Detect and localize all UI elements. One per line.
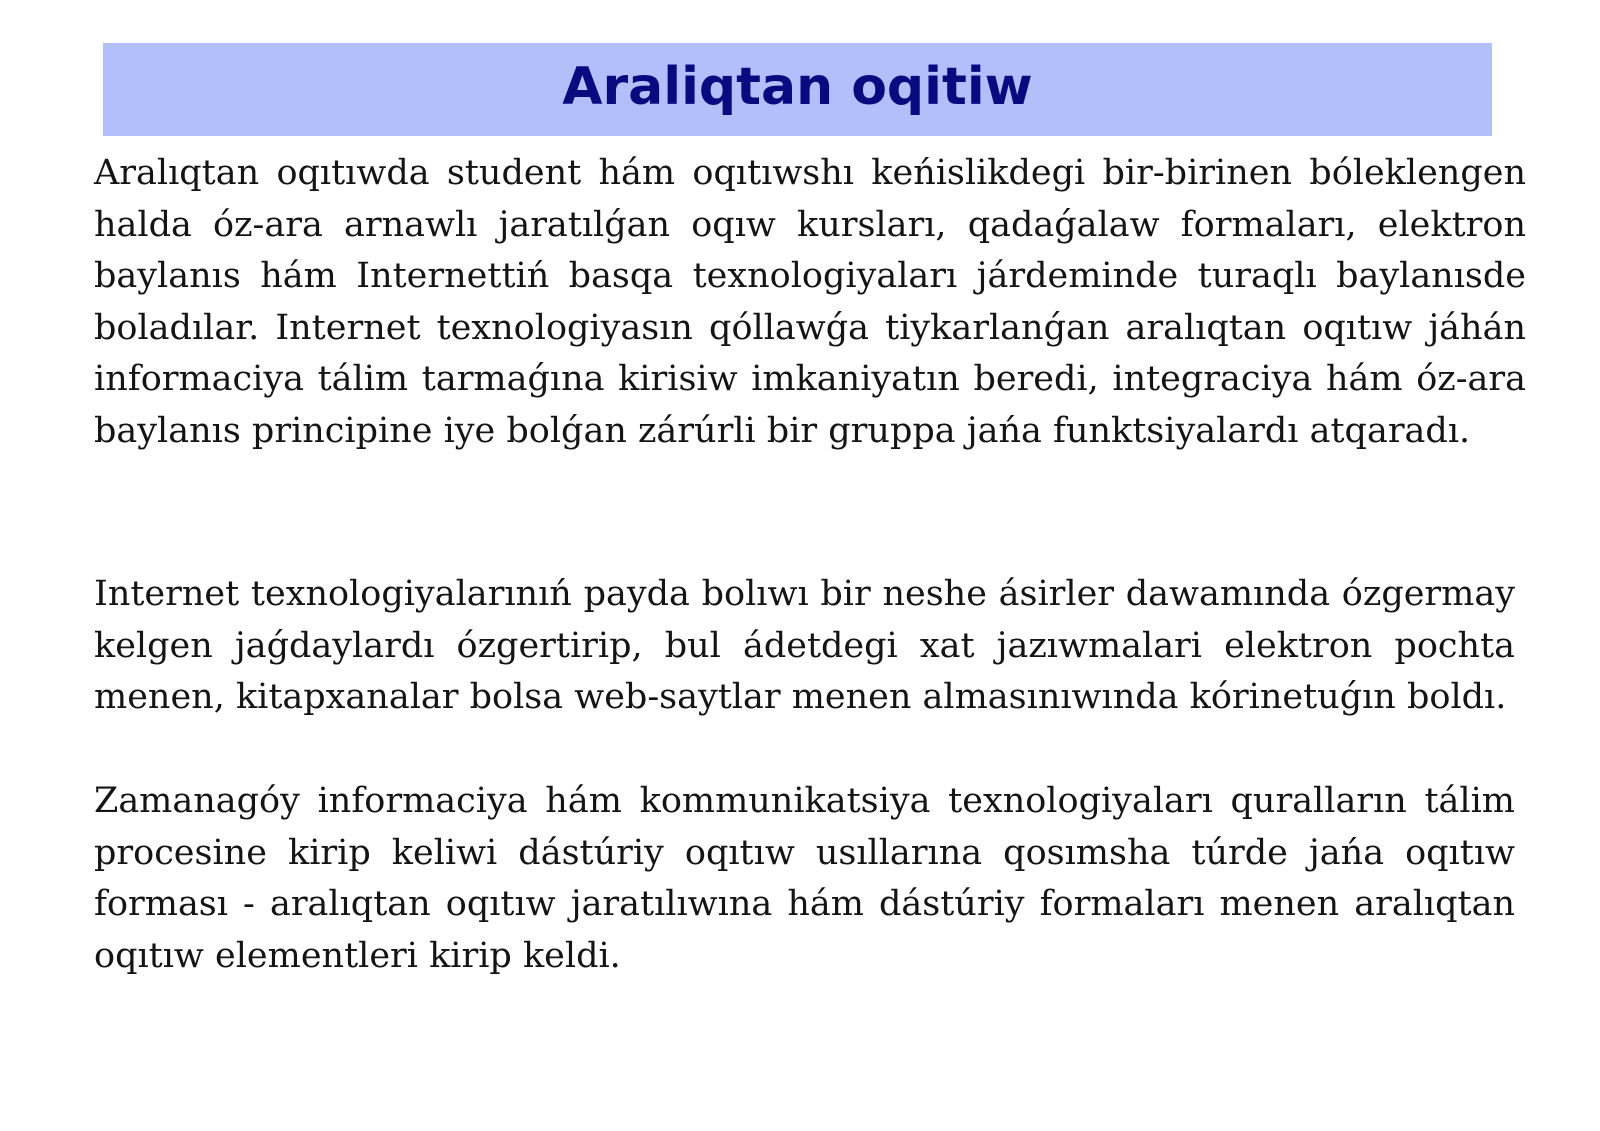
body-paragraph-1: Aralıqtan oqıtıwda student hám oqıtıwshı keńislikdegi bir-birinen bóleklengen halda óz-ara arnawlı jaratılǵan oqıw kursları, qadaǵalaw formaları, elektron baylanıs hám Internettiń basqa texnologiyaları járdeminde turaqlı baylanısde boladılar. Internet texnologiyasın qóllawǵa tiykarlanǵan aralıqtan oqıtıw jáhán informaciya tálim tarmaǵına kirisiw imkaniyatın beredi, integraciya hám óz-ara baylanıs principine iye bolǵan zárúrli bir gruppa jańa funktsiyalardı atqaradı. [94,153,1526,451]
body-paragraph-2: Internet texnologiyalarınıń payda bolıwı bir neshe ásirler dawamında ózgermay kelgen jaǵdaylardı ózgertirip, bul ádetdegi xat jazıwmalari elektron pochta menen, kitapxanalar bolsa web-saytlar menen almasınıwında kórinetuǵın boldı. [94,574,1515,717]
slide-title: Araliqtan oqitiw [562,56,1033,117]
title-banner [103,43,1492,136]
body-paragraph-3: Zamanagóy informaciya hám kommunikatsiya texnologiyaları quralların tálim procesine kirip keliwi dástúriy oqıtıw usıllarına qosımsha túrde jańa oqıtıw forması - aralıqtan oqıtıw jaratılıwına hám dástúriy formaları menen aralıqtan oqıtıw elementleri kirip keldi. [94,781,1515,976]
